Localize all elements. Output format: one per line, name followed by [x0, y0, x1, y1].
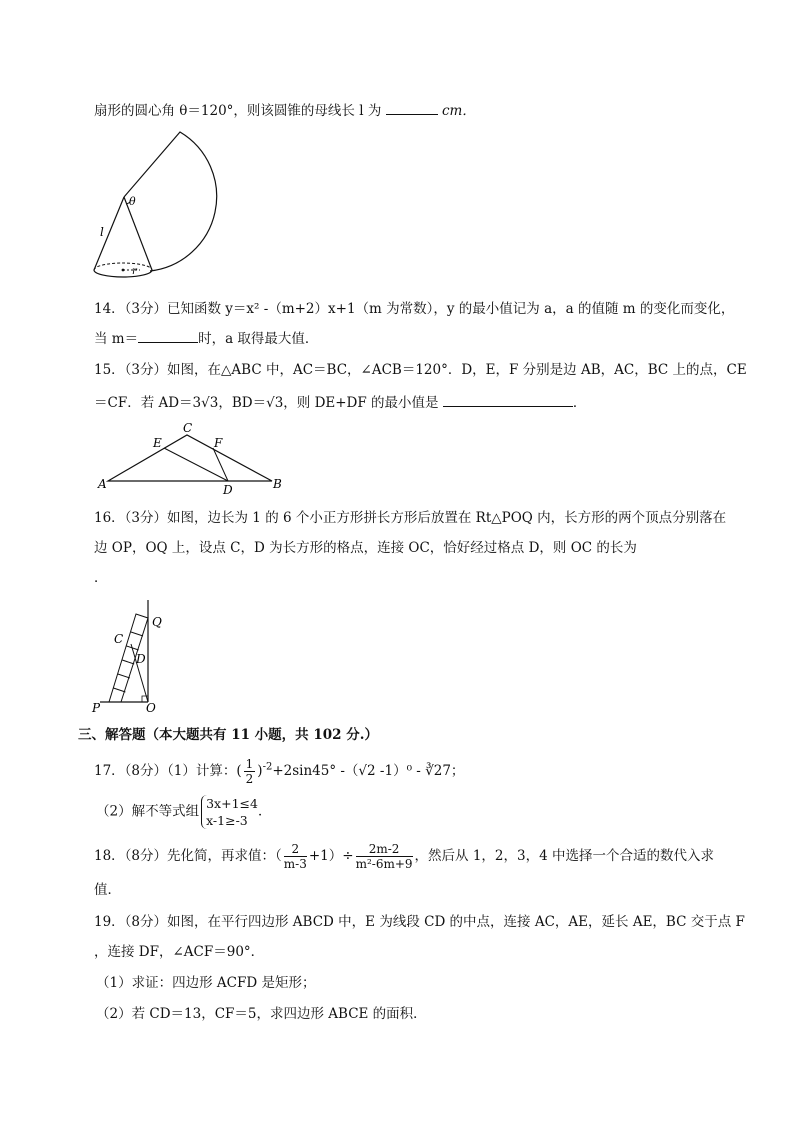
q17-part2-pre: （2）解不等式组 [96, 803, 200, 820]
q18-f1-den: m-3 [283, 857, 307, 871]
q18-post: ，然后从 1，2，3，4 中选择一个合适的数代入求 [414, 848, 714, 864]
label-q: Q [152, 615, 162, 629]
q17-line1: 17．（8分）（1）计算：( $\frac{1}{2}$ )$^{-2}$+2sin45° -（√2 -1）⁰ - ∛27； [94, 757, 465, 786]
q18-f1-num: 2 [284, 842, 307, 857]
inequality-1: 3x+1≤4 [206, 796, 258, 811]
q14-line2-post: 时，a 取得最大值． [198, 331, 319, 347]
q15-line2 [94, 393, 734, 413]
q17-exponent: -2 [262, 761, 273, 773]
q15-line2-pre: ＝CF．若 AD＝3√3，BD＝√3，则 DE+DF 的最小值是 [94, 395, 439, 411]
q18-mid: +1）÷ [308, 848, 354, 864]
cone-center-dot [122, 269, 125, 272]
q13-answer-blank[interactable] [386, 114, 438, 115]
q16-line3: ． [94, 570, 108, 586]
q18-f2-den: m²-6m+9 [355, 857, 413, 871]
q17-line2 [96, 795, 734, 829]
label-d16: D [136, 652, 146, 666]
q17-half-den: 2 [245, 772, 254, 786]
sector-arc [124, 132, 217, 271]
section-3-header: 三、解答题（本大题共有 11 小题，共 102 分.） [78, 727, 378, 743]
inequality-system [201, 795, 258, 829]
q14-line2 [94, 329, 734, 349]
cone-left-edge [94, 197, 124, 270]
q19-part2: （2）若 CD＝13，CF＝5，求四边形 ABCE 的面积． [96, 1006, 427, 1022]
label-o: O [146, 701, 156, 715]
q15-line2-post: ． [572, 395, 587, 411]
rectangle-in-triangle-figure [90, 596, 170, 716]
q17-expr: +2sin45° -（√2 -1）⁰ - ∛27； [272, 763, 465, 779]
l-label: l [100, 225, 104, 239]
cone-sector-figure [88, 124, 228, 284]
q18-fraction-2 [356, 842, 413, 871]
q19-part1: （1）求证：四边形 ACFD 是矩形； [96, 975, 316, 991]
label-c: C [183, 421, 193, 435]
q17-half-num: 1 [245, 757, 254, 771]
q18-line1 [94, 842, 734, 871]
q13-unit: cm． [441, 103, 476, 119]
q16-line1: 16．（3分）如图，边长为 1 的 6 个小正方形拼长方形后放置在 Rt△POQ 内，长方形的两个顶点分别落在 [94, 510, 727, 526]
q18-line2: 值． [94, 882, 121, 898]
label-p: P [92, 701, 101, 715]
q18-f2-num: 2m-2 [356, 842, 413, 857]
label-f: F [214, 436, 223, 450]
q13-line: 扇形的圆心角 θ＝120°，则该圆锥的母线长 l 为 [94, 103, 382, 119]
r-label: r [132, 266, 137, 277]
q17-part2-post: ． [257, 803, 272, 820]
q19-line1: 19．（8分）如图，在平行四边形 ABCD 中，E 为线段 CD 的中点，连接 AC，AE，延长 AE，BC 交于点 F [94, 914, 745, 930]
q13-text [94, 101, 734, 121]
q18-pre: 18．（8分）先化简，再求值：（ [94, 848, 282, 864]
q14-line1: 14．（3分）已知函数 y＝x² -（m+2）x+1（m 为常数），y 的最小值记为 a，a 的值随 m 的变化而变化， [94, 301, 735, 317]
q14-answer-blank[interactable] [138, 342, 198, 343]
q18-fraction-1 [284, 842, 307, 871]
label-b: B [273, 477, 282, 491]
theta-label: θ [129, 195, 136, 208]
triangle-abc-figure [92, 418, 292, 498]
label-a: A [98, 477, 107, 491]
q15-answer-blank[interactable] [443, 406, 573, 407]
inequality-2: x-1≥-3 [206, 813, 248, 828]
q15-line1: 15．（3分）如图，在△ABC 中，AC＝BC，∠ACB＝120°．D，E，F 分别是边 AB，AC，BC 上的点，CE [94, 362, 747, 378]
q17-pre: 17．（8分）（1）计算： [94, 763, 237, 779]
label-e: E [153, 436, 162, 450]
q14-line2-pre: 当 m＝ [94, 331, 139, 347]
q16-line2: 边 OP，OQ 上，设点 C，D 为长方形的格点，连接 OC，恰好经过格点 D，则 OC 的长为 [94, 540, 637, 556]
label-c16: C [114, 632, 124, 646]
triangle-abc [108, 435, 272, 481]
segment-ed [164, 448, 228, 481]
label-d: D [223, 483, 233, 497]
q19-line2: ，连接 DF，∠ACF＝90°． [94, 944, 265, 960]
q17-half-fraction [244, 757, 256, 786]
